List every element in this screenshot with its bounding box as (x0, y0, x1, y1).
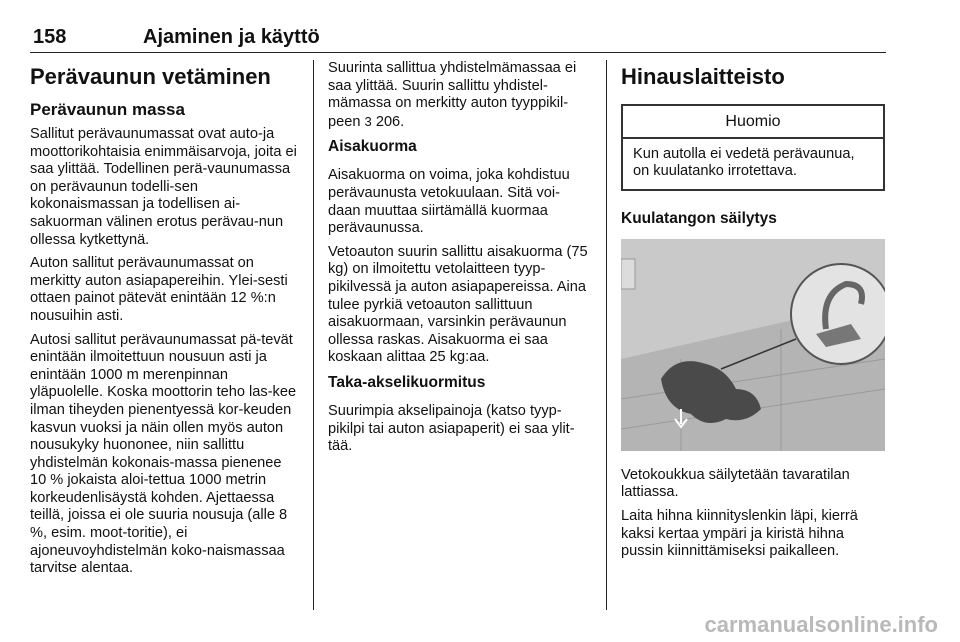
notice-box (621, 104, 885, 191)
paragraph: Sallitut perävaunumassat ovat auto-ja moottorikohtaisia enimmäisarvoja, joita ei saa ylittää. Todellinen perä-vaunumassa on perävaunun todelli-sen kokonaismassan ja todellisen ai-sakuorman välinen erotus perävau-nun ollessa kytkettynä. (30, 126, 297, 248)
page-number: 158 (33, 26, 67, 48)
paragraph: Suurimpia akselipainoja (katso tyyp-pikilpi tai auton asiapaperit) ei saa ylit-tää. (328, 402, 575, 455)
paragraph: Aisakuorma on voima, joka kohdistuu perävaunusta vetokuulaan. Sitä voi-daan muuttaa siirtämällä kuormaa perävaunussa. (328, 167, 570, 237)
column-left (30, 60, 298, 584)
chapter-title: Hinauslaitteisto (621, 64, 785, 89)
page-header (30, 26, 886, 52)
header-rule (30, 52, 886, 53)
subsection-title: Perävaunun massa (30, 100, 185, 119)
reference-arrow-icon: 3 (364, 113, 372, 129)
heading-kuulatanko: Kuulatangon säilytys (621, 209, 777, 227)
notice-title: Huomio (623, 106, 883, 139)
paragraph: Vetokoukkua säilytetään tavaratilan lattiassa. (621, 466, 850, 501)
column-middle (328, 60, 592, 462)
page-reference-link[interactable]: 206. (375, 113, 405, 130)
watermark: carmanualsonline.info (704, 612, 938, 637)
paragraph: Auton sallitut perävaunumassat on merkitty auton asiapapereihin. Ylei-sesti ottaen painot pätevät enintään 12 %:n nousuihin asti. (30, 255, 288, 324)
intro-text: Suurinta sallittua yhdistelmämassaa ei saa ylittää. Suurin sallittu yhdistel-mämassa on merkitty auton tyyppikil-peen (328, 60, 577, 130)
paragraph: Laita hihna kiinnityslenkin läpi, kierrä kaksi kertaa ympäri ja kiristä hihna pussin kiinnittämiseksi paikalleen. (621, 507, 858, 560)
chapter-title: Perävaunun vetäminen (30, 64, 271, 89)
column-divider (313, 60, 314, 610)
paragraph: Vetoauton suurin sallittu aisakuorma (75 kg) on ilmoitettu vetolaitteen tyyp-pikilvessä ja auton asiapapereissa. Aina tulee pyrkiä vetoauton sallittuun aisakuormaan, varsinkin perävaunun ollessa raskas. Aisakuorma ei saa koskaan alittaa 25 kg:aa. (328, 243, 588, 366)
notice-text: Kun autolla ei vedetä perävaunua, on kuulatanko irrotettava. (633, 145, 855, 180)
heading-taka-akseli: Taka-akselikuormitus (328, 373, 486, 391)
column-divider (606, 60, 607, 610)
section-title: Ajaminen ja käyttö (143, 26, 320, 48)
paragraph: Autosi sallitut perävaunumassat pä-tevät enintään ilmoitettuun nousuun asti ja enintään 1000 m merenpinnan yläpuolelle. Koska moottorin teho las-kee ilman tiheyden pienentyessä kor-keuden kasvun vuoksi ja näin ollen myös auton nousukyky huononee, niin sallittu yhdistelmän kokonais-massa pienenee 10 % jokaista aloi-tettua 1000 metrin korkeudenlisäystä kohden. Ajettaessa teillä, joissa ei ole suuria nousuja (alle 8 %, esim. moot-toritie), ei ajoneuvoyhdistelmän koko-naismassaa tarvitse alentaa. (30, 331, 297, 577)
heading-aisakuorma: Aisakuorma (328, 138, 417, 156)
column-right (621, 60, 885, 567)
tow-bar-illustration (621, 239, 885, 451)
tow-bar-storage-photo (621, 239, 885, 451)
paragraph (328, 60, 592, 131)
